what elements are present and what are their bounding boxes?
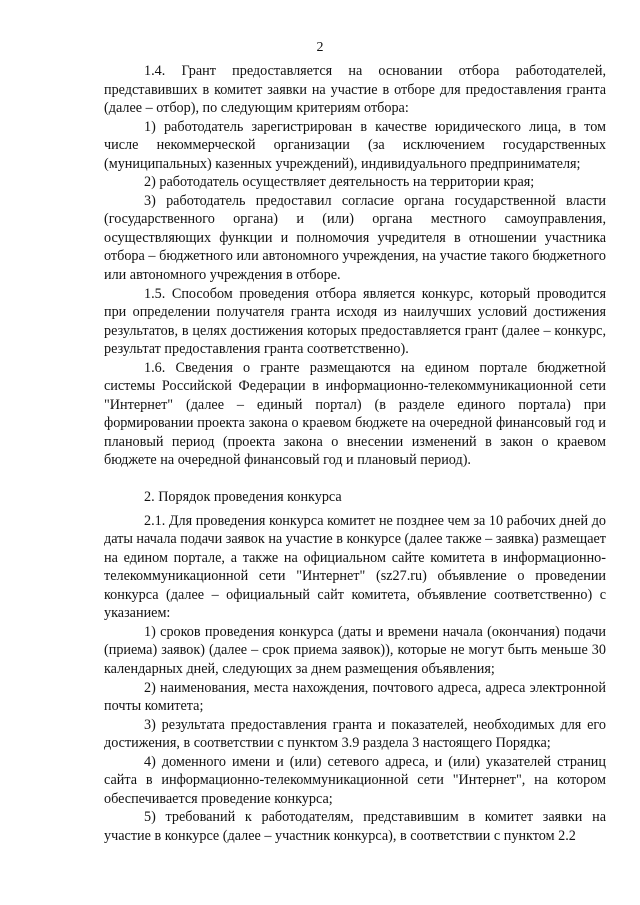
document-body [104, 62, 606, 845]
criterion-1: 1) работодатель зарегистрирован в качестве юридического лица, в том числе некоммерческой организации (за исключением государственных (муниципальных) казенных учреждений), индивидуального предпринимателя; [104, 118, 606, 172]
list-item-1: 1) сроков проведения конкурса (даты и времени начала (окончания) подачи (приема) заявок) (далее – срок приема заявок)), которые не могут быть меньше 30 календарных дней, следующих за днем размещения объявления; [104, 623, 606, 677]
section-heading: 2. Порядок проведения конкурса [144, 489, 342, 506]
paragraph-1-5: 1.5. Способом проведения отбора является конкурс, который проводится при определении получателя гранта исходя из наилучших условий достижения результатов, в целях достижения которых предоставляется грант (далее – конкурс, результат предоставления гранта соответственно). [104, 285, 606, 358]
criterion-2: 2) работодатель осуществляет деятельность на территории края; [144, 174, 535, 191]
paragraph-1-4: 1.4. Грант предоставляется на основании отбора работодателей, представивших в комитет заявки на участие в отборе для предоставления гранта (далее – отбор), по следующим критериям отбора: [104, 63, 606, 117]
list-item-4: 4) доменного имени и (или) сетевого адреса, и (или) указателей страниц сайта в информационно-телекоммуникационной сети "Интернет", на котором обеспечивается проведение конкурса; [104, 753, 606, 807]
list-item-2: 2) наименования, места нахождения, почтового адреса, адреса электронной почты комитета; [104, 679, 606, 715]
criterion-3: 3) работодатель предоставил согласие органа государственной власти (государственного органа) и (или) органа местного самоуправления, осуществляющих функции и полномочия учредителя в отношении участника отбора – бюджетного или автономного учреждения, на участие такого бюджетного или автономного учреждения в отборе. [104, 192, 606, 284]
page-number: 2 [316, 40, 324, 55]
paragraph-2-1: 2.1. Для проведения конкурса комитет не позднее чем за 10 рабочих дней до даты начала подачи заявок на участие в конкурсе (далее также – заявка) размещает на едином портале, а также на официальном сайте комитета в информационно-телекоммуникационной сети "Интернет" (sz27.ru) объявление о проведении конкурса (далее – официальный сайт комитета, объявление соответственно) с указанием: [104, 512, 606, 622]
list-item-3: 3) результата предоставления гранта и показателей, необходимых для его достижения, в соответствии с пунктом 3.9 раздела 3 настоящего Порядка; [104, 716, 606, 752]
list-item-5: 5) требований к работодателям, представившим в комитет заявки на участие в конкурсе (далее – участник конкурса), в соответствии с пунктом 2.2 [104, 809, 606, 844]
paragraph-1-6: 1.6. Сведения о гранте размещаются на едином портале бюджетной системы Российской Федерации в информационно-телекоммуникационной сети "Интернет" (далее – единый портал) (в разделе единого портала) при формировании проекта закона о краевом бюджете на очередной финансовый год и плановый период (проекта закона о внесении изменений в закон о краевом бюджете на очередной финансовый год и плановый период). [104, 359, 606, 469]
